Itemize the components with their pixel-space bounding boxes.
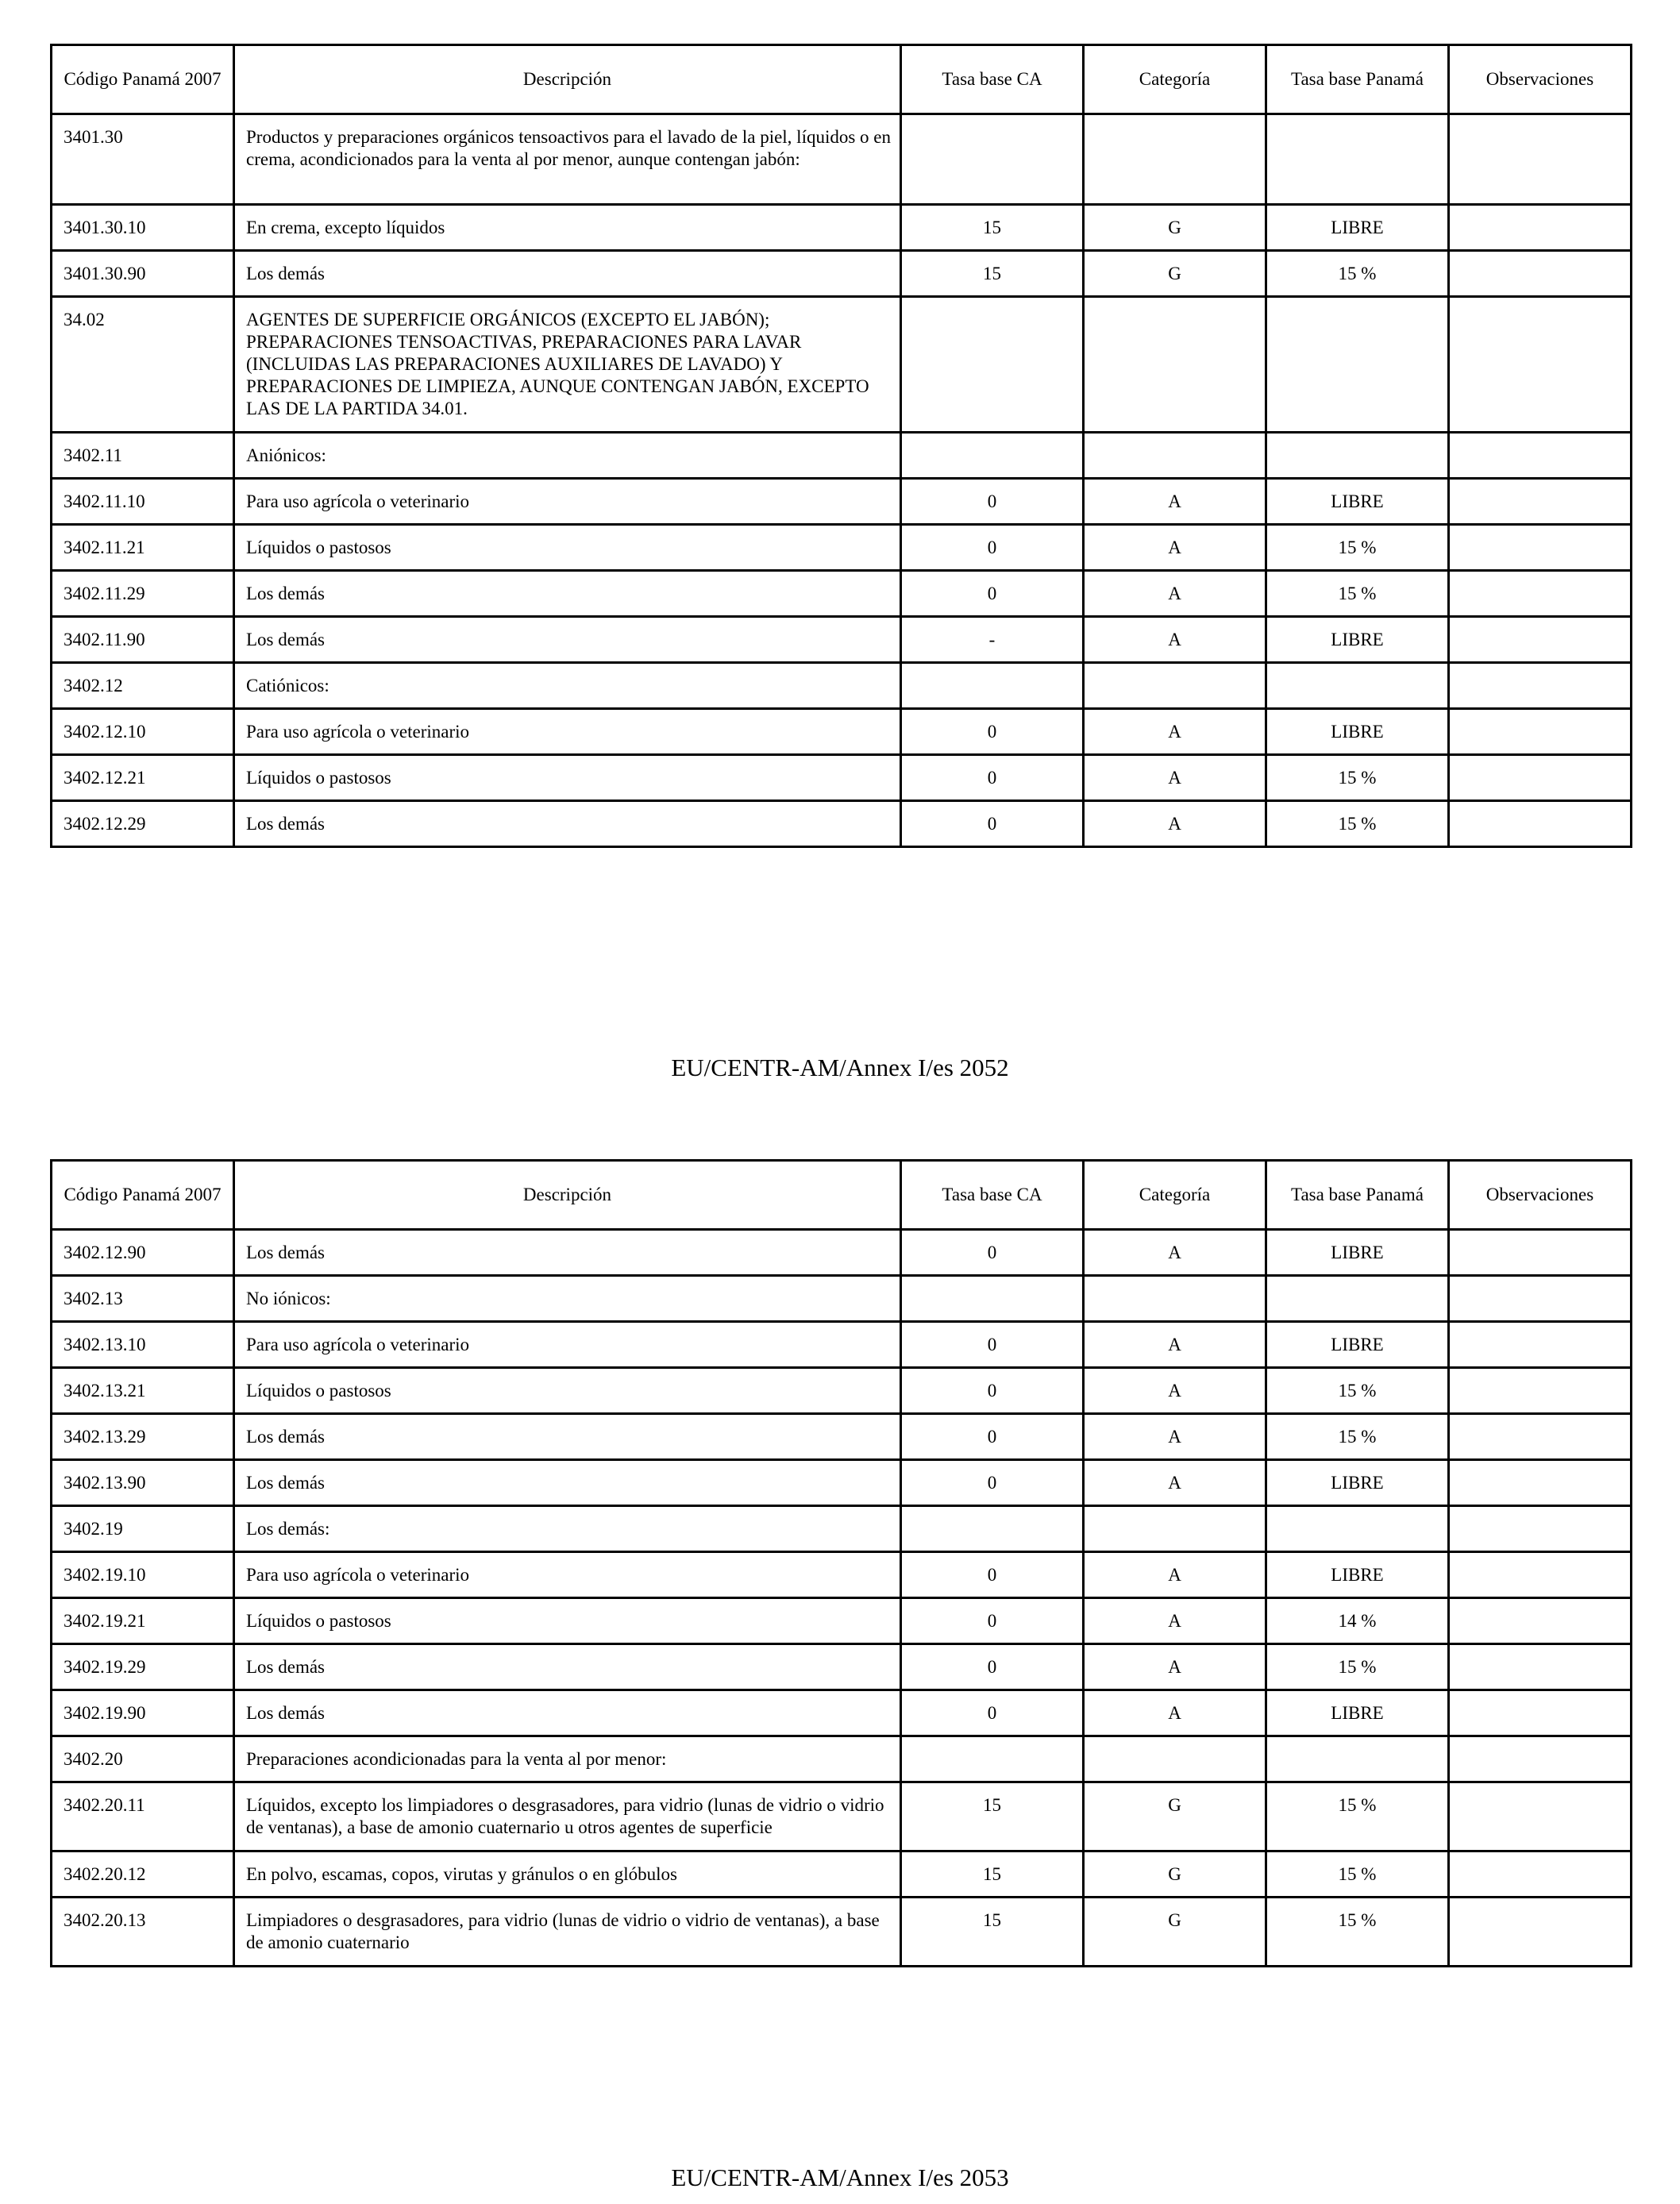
table-row bbox=[52, 571, 1632, 617]
cell-categoria: G bbox=[1084, 205, 1266, 251]
cell-description: Catiónicos: bbox=[234, 663, 901, 709]
cell-tasa-ca: 0 bbox=[901, 479, 1084, 525]
cell-observaciones bbox=[1449, 114, 1632, 205]
cell-categoria: A bbox=[1084, 1460, 1266, 1506]
cell-description: Los demás bbox=[234, 571, 901, 617]
cell-code: 3402.13.90 bbox=[52, 1460, 234, 1506]
cell-tasa-ca: 0 bbox=[901, 571, 1084, 617]
cell-categoria bbox=[1084, 1276, 1266, 1322]
cell-observaciones bbox=[1449, 663, 1632, 709]
cell-observaciones bbox=[1449, 1736, 1632, 1782]
table-row bbox=[52, 1690, 1632, 1736]
cell-observaciones bbox=[1449, 617, 1632, 663]
cell-tasa-ca: 0 bbox=[901, 709, 1084, 755]
cell-categoria: A bbox=[1084, 617, 1266, 663]
cell-tasa-panama: LIBRE bbox=[1266, 1552, 1449, 1598]
cell-tasa-panama: LIBRE bbox=[1266, 617, 1449, 663]
cell-description: No iónicos: bbox=[234, 1276, 901, 1322]
cell-tasa-ca bbox=[901, 433, 1084, 479]
cell-categoria bbox=[1084, 297, 1266, 433]
cell-observaciones bbox=[1449, 1322, 1632, 1368]
cell-tasa-ca: 0 bbox=[901, 1644, 1084, 1690]
cell-tasa-panama: 14 % bbox=[1266, 1598, 1449, 1644]
cell-tasa-panama: 15 % bbox=[1266, 1851, 1449, 1898]
cell-categoria: A bbox=[1084, 1230, 1266, 1276]
cell-observaciones bbox=[1449, 1506, 1632, 1552]
cell-observaciones bbox=[1449, 1552, 1632, 1598]
cell-description: En polvo, escamas, copos, virutas y gránulos o en glóbulos bbox=[234, 1851, 901, 1898]
cell-tasa-ca: 0 bbox=[901, 755, 1084, 801]
cell-categoria: A bbox=[1084, 571, 1266, 617]
cell-code: 3402.19.29 bbox=[52, 1644, 234, 1690]
cell-description: Líquidos o pastosos bbox=[234, 1368, 901, 1414]
cell-description: Los demás bbox=[234, 1460, 901, 1506]
cell-observaciones bbox=[1449, 1368, 1632, 1414]
cell-observaciones bbox=[1449, 1644, 1632, 1690]
cell-tasa-ca: 0 bbox=[901, 1598, 1084, 1644]
cell-tasa-panama: LIBRE bbox=[1266, 1690, 1449, 1736]
table-row bbox=[52, 1230, 1632, 1276]
cell-tasa-panama: 15 % bbox=[1266, 571, 1449, 617]
cell-tasa-panama: LIBRE bbox=[1266, 709, 1449, 755]
cell-categoria bbox=[1084, 114, 1266, 205]
cell-categoria: A bbox=[1084, 1368, 1266, 1414]
header-codigo: Código Panamá 2007 bbox=[52, 1161, 234, 1230]
cell-description: Aniónicos: bbox=[234, 433, 901, 479]
page-footer-2052: EU/CENTR-AM/Annex I/es 2052 bbox=[671, 1054, 1009, 1081]
cell-description: Los demás bbox=[234, 1690, 901, 1736]
cell-tasa-ca: 0 bbox=[901, 1690, 1084, 1736]
cell-code: 3402.13.10 bbox=[52, 1322, 234, 1368]
cell-categoria: A bbox=[1084, 1644, 1266, 1690]
header-descripcion: Descripción bbox=[234, 45, 901, 114]
cell-code: 3402.20 bbox=[52, 1736, 234, 1782]
table-row bbox=[52, 1460, 1632, 1506]
cell-tasa-ca bbox=[901, 1276, 1084, 1322]
cell-tasa-ca: 0 bbox=[901, 801, 1084, 847]
cell-tasa-panama: 15 % bbox=[1266, 525, 1449, 571]
header-observaciones: Observaciones bbox=[1449, 1161, 1632, 1230]
table-row bbox=[52, 1736, 1632, 1782]
header-categoria: Categoría bbox=[1084, 45, 1266, 114]
cell-description: Para uso agrícola o veterinario bbox=[234, 709, 901, 755]
cell-observaciones bbox=[1449, 1460, 1632, 1506]
cell-code: 34.02 bbox=[52, 297, 234, 433]
cell-observaciones bbox=[1449, 571, 1632, 617]
cell-tasa-ca bbox=[901, 1736, 1084, 1782]
cell-observaciones bbox=[1449, 205, 1632, 251]
cell-code: 3402.12.29 bbox=[52, 801, 234, 847]
cell-tasa-panama bbox=[1266, 1736, 1449, 1782]
cell-description: Productos y preparaciones orgánicos tensoactivos para el lavado de la piel, líquidos o en crema, acondicionados para la venta al por menor, aunque contengan jabón: bbox=[234, 114, 901, 205]
table-row bbox=[52, 525, 1632, 571]
cell-categoria: A bbox=[1084, 755, 1266, 801]
cell-code: 3402.11 bbox=[52, 433, 234, 479]
cell-tasa-panama: LIBRE bbox=[1266, 479, 1449, 525]
table-row bbox=[52, 1322, 1632, 1368]
header-tasa-ca: Tasa base CA bbox=[901, 1161, 1084, 1230]
cell-code: 3402.13.21 bbox=[52, 1368, 234, 1414]
cell-categoria: G bbox=[1084, 251, 1266, 297]
cell-tasa-panama: 15 % bbox=[1266, 1644, 1449, 1690]
header-codigo: Código Panamá 2007 bbox=[52, 45, 234, 114]
cell-tasa-panama: 15 % bbox=[1266, 1368, 1449, 1414]
header-tasa-panama: Tasa base Panamá bbox=[1266, 1161, 1449, 1230]
cell-code: 3402.19.21 bbox=[52, 1598, 234, 1644]
cell-tasa-panama: 15 % bbox=[1266, 801, 1449, 847]
cell-tasa-ca: - bbox=[901, 617, 1084, 663]
cell-tasa-panama: 15 % bbox=[1266, 1782, 1449, 1851]
cell-description: Los demás bbox=[234, 617, 901, 663]
cell-categoria: G bbox=[1084, 1898, 1266, 1967]
cell-categoria bbox=[1084, 433, 1266, 479]
cell-description: Los demás bbox=[234, 1644, 901, 1690]
header-observaciones: Observaciones bbox=[1449, 45, 1632, 114]
table-row bbox=[52, 663, 1632, 709]
cell-categoria bbox=[1084, 663, 1266, 709]
table-row bbox=[52, 1644, 1632, 1690]
table-row bbox=[52, 1598, 1632, 1644]
header-categoria: Categoría bbox=[1084, 1161, 1266, 1230]
cell-categoria: A bbox=[1084, 1322, 1266, 1368]
table-row bbox=[52, 114, 1632, 205]
table-row bbox=[52, 433, 1632, 479]
cell-observaciones bbox=[1449, 1276, 1632, 1322]
cell-observaciones bbox=[1449, 801, 1632, 847]
cell-observaciones bbox=[1449, 525, 1632, 571]
tariff-table-page-2053 bbox=[50, 1159, 1632, 1967]
cell-tasa-ca bbox=[901, 663, 1084, 709]
cell-tasa-ca: 0 bbox=[901, 1414, 1084, 1460]
cell-code: 3402.13.29 bbox=[52, 1414, 234, 1460]
cell-description: Líquidos o pastosos bbox=[234, 755, 901, 801]
cell-description: Los demás bbox=[234, 1414, 901, 1460]
table-row bbox=[52, 1851, 1632, 1898]
cell-description: Para uso agrícola o veterinario bbox=[234, 479, 901, 525]
cell-code: 3401.30.90 bbox=[52, 251, 234, 297]
cell-tasa-panama: LIBRE bbox=[1266, 1322, 1449, 1368]
table-row bbox=[52, 1782, 1632, 1851]
table-row bbox=[52, 709, 1632, 755]
cell-code: 3402.19.10 bbox=[52, 1552, 234, 1598]
cell-categoria: A bbox=[1084, 1598, 1266, 1644]
cell-description: Líquidos, excepto los limpiadores o desgrasadores, para vidrio (lunas de vidrio o vidrio de ventanas), a base de amonio cuaternario u otros agentes de superficie bbox=[234, 1782, 901, 1851]
cell-tasa-panama bbox=[1266, 114, 1449, 205]
cell-code: 3402.11.21 bbox=[52, 525, 234, 571]
cell-code: 3402.12.90 bbox=[52, 1230, 234, 1276]
cell-observaciones bbox=[1449, 251, 1632, 297]
table-row bbox=[52, 297, 1632, 433]
cell-tasa-ca: 15 bbox=[901, 1851, 1084, 1898]
cell-observaciones bbox=[1449, 479, 1632, 525]
cell-tasa-ca: 0 bbox=[901, 525, 1084, 571]
cell-categoria: G bbox=[1084, 1782, 1266, 1851]
cell-description: Limpiadores o desgrasadores, para vidrio (lunas de vidrio o vidrio de ventanas), a base de amonio cuaternario bbox=[234, 1898, 901, 1967]
header-descripcion: Descripción bbox=[234, 1161, 901, 1230]
table-body bbox=[52, 114, 1632, 847]
cell-code: 3402.19 bbox=[52, 1506, 234, 1552]
cell-code: 3402.20.11 bbox=[52, 1782, 234, 1851]
cell-tasa-ca: 15 bbox=[901, 251, 1084, 297]
cell-tasa-ca: 15 bbox=[901, 1782, 1084, 1851]
cell-tasa-panama: LIBRE bbox=[1266, 1230, 1449, 1276]
cell-categoria bbox=[1084, 1736, 1266, 1782]
cell-tasa-panama bbox=[1266, 433, 1449, 479]
cell-description: Los demás bbox=[234, 801, 901, 847]
table-header-row bbox=[52, 45, 1632, 114]
cell-code: 3401.30.10 bbox=[52, 205, 234, 251]
table-row bbox=[52, 1506, 1632, 1552]
cell-description: Los demás: bbox=[234, 1506, 901, 1552]
cell-code: 3402.12.21 bbox=[52, 755, 234, 801]
table-row bbox=[52, 251, 1632, 297]
cell-observaciones bbox=[1449, 1690, 1632, 1736]
cell-code: 3402.11.29 bbox=[52, 571, 234, 617]
cell-code: 3402.20.12 bbox=[52, 1851, 234, 1898]
cell-tasa-panama: 15 % bbox=[1266, 251, 1449, 297]
cell-tasa-panama bbox=[1266, 1506, 1449, 1552]
cell-code: 3402.20.13 bbox=[52, 1898, 234, 1967]
table-body bbox=[52, 1230, 1632, 1967]
cell-tasa-ca: 15 bbox=[901, 205, 1084, 251]
page-footer-2053: EU/CENTR-AM/Annex I/es 2053 bbox=[671, 2164, 1009, 2191]
cell-description: Líquidos o pastosos bbox=[234, 1598, 901, 1644]
table-row bbox=[52, 1276, 1632, 1322]
cell-code: 3402.12.10 bbox=[52, 709, 234, 755]
cell-tasa-panama bbox=[1266, 297, 1449, 433]
cell-categoria: A bbox=[1084, 479, 1266, 525]
cell-code: 3402.11.10 bbox=[52, 479, 234, 525]
cell-tasa-ca: 0 bbox=[901, 1552, 1084, 1598]
cell-observaciones bbox=[1449, 1414, 1632, 1460]
cell-tasa-ca bbox=[901, 114, 1084, 205]
cell-categoria: A bbox=[1084, 801, 1266, 847]
cell-tasa-panama: 15 % bbox=[1266, 1898, 1449, 1967]
cell-categoria: A bbox=[1084, 1690, 1266, 1736]
cell-observaciones bbox=[1449, 1782, 1632, 1851]
table-row bbox=[52, 755, 1632, 801]
cell-tasa-panama: 15 % bbox=[1266, 755, 1449, 801]
cell-tasa-ca: 15 bbox=[901, 1898, 1084, 1967]
cell-code: 3402.11.90 bbox=[52, 617, 234, 663]
cell-tasa-panama: LIBRE bbox=[1266, 1460, 1449, 1506]
table-row bbox=[52, 479, 1632, 525]
cell-tasa-panama: 15 % bbox=[1266, 1414, 1449, 1460]
cell-categoria: A bbox=[1084, 525, 1266, 571]
table-row bbox=[52, 1368, 1632, 1414]
cell-observaciones bbox=[1449, 297, 1632, 433]
cell-description: AGENTES DE SUPERFICIE ORGÁNICOS (EXCEPTO EL JABÓN); PREPARACIONES TENSOACTIVAS, PREPARACIONES PARA LAVAR (INCLUIDAS LAS PREPARACIONES AUXILIARES DE LAVADO) Y PREPARACIONES DE LIMPIEZA, AUNQUE CONTENGAN JABÓN, EXCEPTO LAS DE LA PARTIDA 34.01. bbox=[234, 297, 901, 433]
cell-observaciones bbox=[1449, 1851, 1632, 1898]
cell-tasa-ca: 0 bbox=[901, 1322, 1084, 1368]
table-row bbox=[52, 617, 1632, 663]
cell-tasa-ca bbox=[901, 297, 1084, 433]
cell-observaciones bbox=[1449, 433, 1632, 479]
cell-tasa-ca bbox=[901, 1506, 1084, 1552]
cell-tasa-ca: 0 bbox=[901, 1230, 1084, 1276]
cell-description: Preparaciones acondicionadas para la venta al por menor: bbox=[234, 1736, 901, 1782]
cell-code: 3402.13 bbox=[52, 1276, 234, 1322]
cell-categoria: A bbox=[1084, 709, 1266, 755]
table-row bbox=[52, 801, 1632, 847]
cell-tasa-panama bbox=[1266, 663, 1449, 709]
cell-observaciones bbox=[1449, 709, 1632, 755]
cell-tasa-panama bbox=[1266, 1276, 1449, 1322]
table-header-row bbox=[52, 1161, 1632, 1230]
cell-code: 3402.19.90 bbox=[52, 1690, 234, 1736]
cell-description: En crema, excepto líquidos bbox=[234, 205, 901, 251]
cell-observaciones bbox=[1449, 755, 1632, 801]
cell-observaciones bbox=[1449, 1230, 1632, 1276]
cell-description: Los demás bbox=[234, 1230, 901, 1276]
cell-description: Para uso agrícola o veterinario bbox=[234, 1322, 901, 1368]
cell-categoria bbox=[1084, 1506, 1266, 1552]
header-tasa-panama: Tasa base Panamá bbox=[1266, 45, 1449, 114]
cell-description: Los demás bbox=[234, 251, 901, 297]
header-tasa-ca: Tasa base CA bbox=[901, 45, 1084, 114]
cell-observaciones bbox=[1449, 1898, 1632, 1967]
cell-categoria: A bbox=[1084, 1552, 1266, 1598]
cell-tasa-panama: LIBRE bbox=[1266, 205, 1449, 251]
cell-description: Líquidos o pastosos bbox=[234, 525, 901, 571]
cell-tasa-ca: 0 bbox=[901, 1460, 1084, 1506]
cell-description: Para uso agrícola o veterinario bbox=[234, 1552, 901, 1598]
table-row bbox=[52, 1898, 1632, 1967]
tariff-table-page-2052 bbox=[50, 44, 1632, 848]
cell-code: 3402.12 bbox=[52, 663, 234, 709]
table-row bbox=[52, 1552, 1632, 1598]
cell-categoria: A bbox=[1084, 1414, 1266, 1460]
cell-tasa-ca: 0 bbox=[901, 1368, 1084, 1414]
cell-observaciones bbox=[1449, 1598, 1632, 1644]
cell-categoria: G bbox=[1084, 1851, 1266, 1898]
cell-code: 3401.30 bbox=[52, 114, 234, 205]
table-row bbox=[52, 205, 1632, 251]
table-row bbox=[52, 1414, 1632, 1460]
